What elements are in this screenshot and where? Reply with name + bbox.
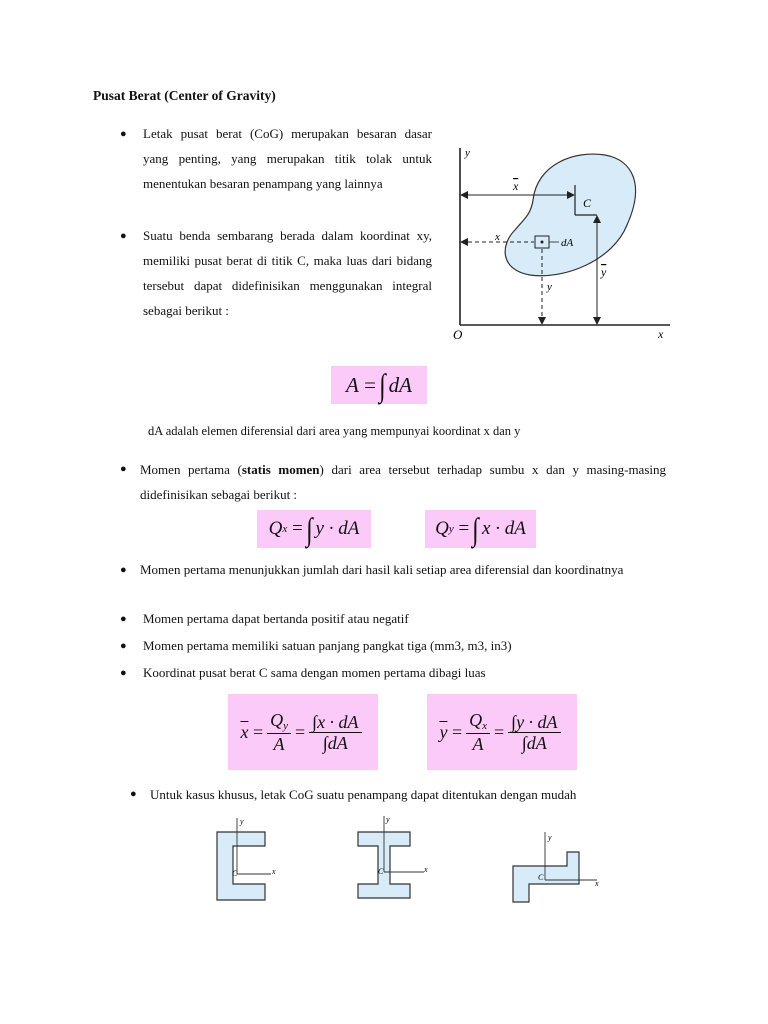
z-section [505, 830, 605, 910]
z-c-label: C [538, 873, 544, 882]
element-label: dA [561, 237, 574, 249]
bullet-text-sign: Momen pertama dapat bertanda positif atau negatif [143, 611, 409, 626]
axis-y-label: y [465, 147, 470, 159]
centroid-diagram [445, 140, 675, 345]
formula-ybar: $\overline{y}$ = $\frac{Q_x}{A}$ = $\frac{\int y \cdot dA}{\int dA}$ [427, 694, 577, 770]
i-x-label: x [424, 865, 428, 874]
ybar-label: y [601, 265, 607, 279]
bullet-text-special: Untuk kasus khusus, letak CoG suatu penampang dapat ditentukan dengan mudah [150, 787, 577, 802]
bullet-text-centroid: Koordinat pusat berat C sama dengan momen pertama dibagi luas [143, 665, 486, 680]
area-shape [505, 154, 635, 276]
bullet-dot: ● [120, 230, 127, 242]
channel-c-label: C [232, 869, 238, 878]
centroid-label: C [583, 196, 592, 210]
formula-qy: Q y = ∫ x · dA [425, 510, 536, 548]
i-c-label: C [378, 867, 384, 876]
channel-y-label: y [240, 817, 244, 826]
bullet-dot: ● [120, 667, 127, 679]
channel-x-label: x [272, 867, 276, 876]
page-title: Pusat Berat (Center of Gravity) [93, 88, 276, 103]
bullet-dot: ● [130, 788, 137, 800]
bullet-text-sum: Momen pertama menunjukkan jumlah dari hasil kali setiap area diferensial dan koordinatnya [140, 562, 624, 577]
bullet-dot: ● [120, 128, 127, 140]
bullet-text-integral: Suatu benda sembarang berada dalam koordinat xy, memiliki pusat berat di titik C, maka luas dari bidang tersebut dapat didefinisikan menggunakan integral sebagai berikut : [143, 228, 432, 318]
bullet-dot: ● [120, 463, 127, 475]
formula-area: A = ∫ dA [331, 366, 427, 404]
z-x-label: x [595, 879, 599, 888]
origin-label: O [453, 327, 463, 342]
bullet-dot: ● [120, 640, 127, 652]
bullet-dot: ● [120, 564, 127, 576]
z-y-label: y [548, 833, 552, 842]
axis-x-label: x [658, 327, 664, 341]
x-coord-label: x [495, 231, 500, 243]
i-section [350, 812, 435, 907]
bullet-dot: ● [120, 613, 127, 625]
bullet-text-moment: Momen pertama (statis momen) dari area tersebut terhadap sumbu x dan y masing-masing didefinisikan sebagai berikut : [140, 462, 666, 502]
bullet-text-units: Momen pertama memiliki satuan panjang pangkat tiga (mm3, m3, in3) [143, 638, 512, 653]
y-coord-label: y [547, 281, 552, 293]
channel-section [205, 812, 285, 907]
bullet-text-cog: Letak pusat berat (CoG) merupakan besaran dasar yang penting, yang merupakan titik tolak untuk menentukan besaran penampang yang lainnya [143, 126, 432, 191]
formula-qx: Q x = ∫ y · dA [257, 510, 371, 548]
formula-xbar: $\overline{x}$ = $\frac{Q_y}{A}$ = $\frac{\int x \cdot dA}{\int dA}$ [228, 694, 378, 770]
xbar-label: x [513, 179, 519, 193]
da-note: dA adalah elemen diferensial dari area yang mempunyai koordinat x dan y [148, 424, 521, 438]
i-y-label: y [386, 815, 390, 824]
